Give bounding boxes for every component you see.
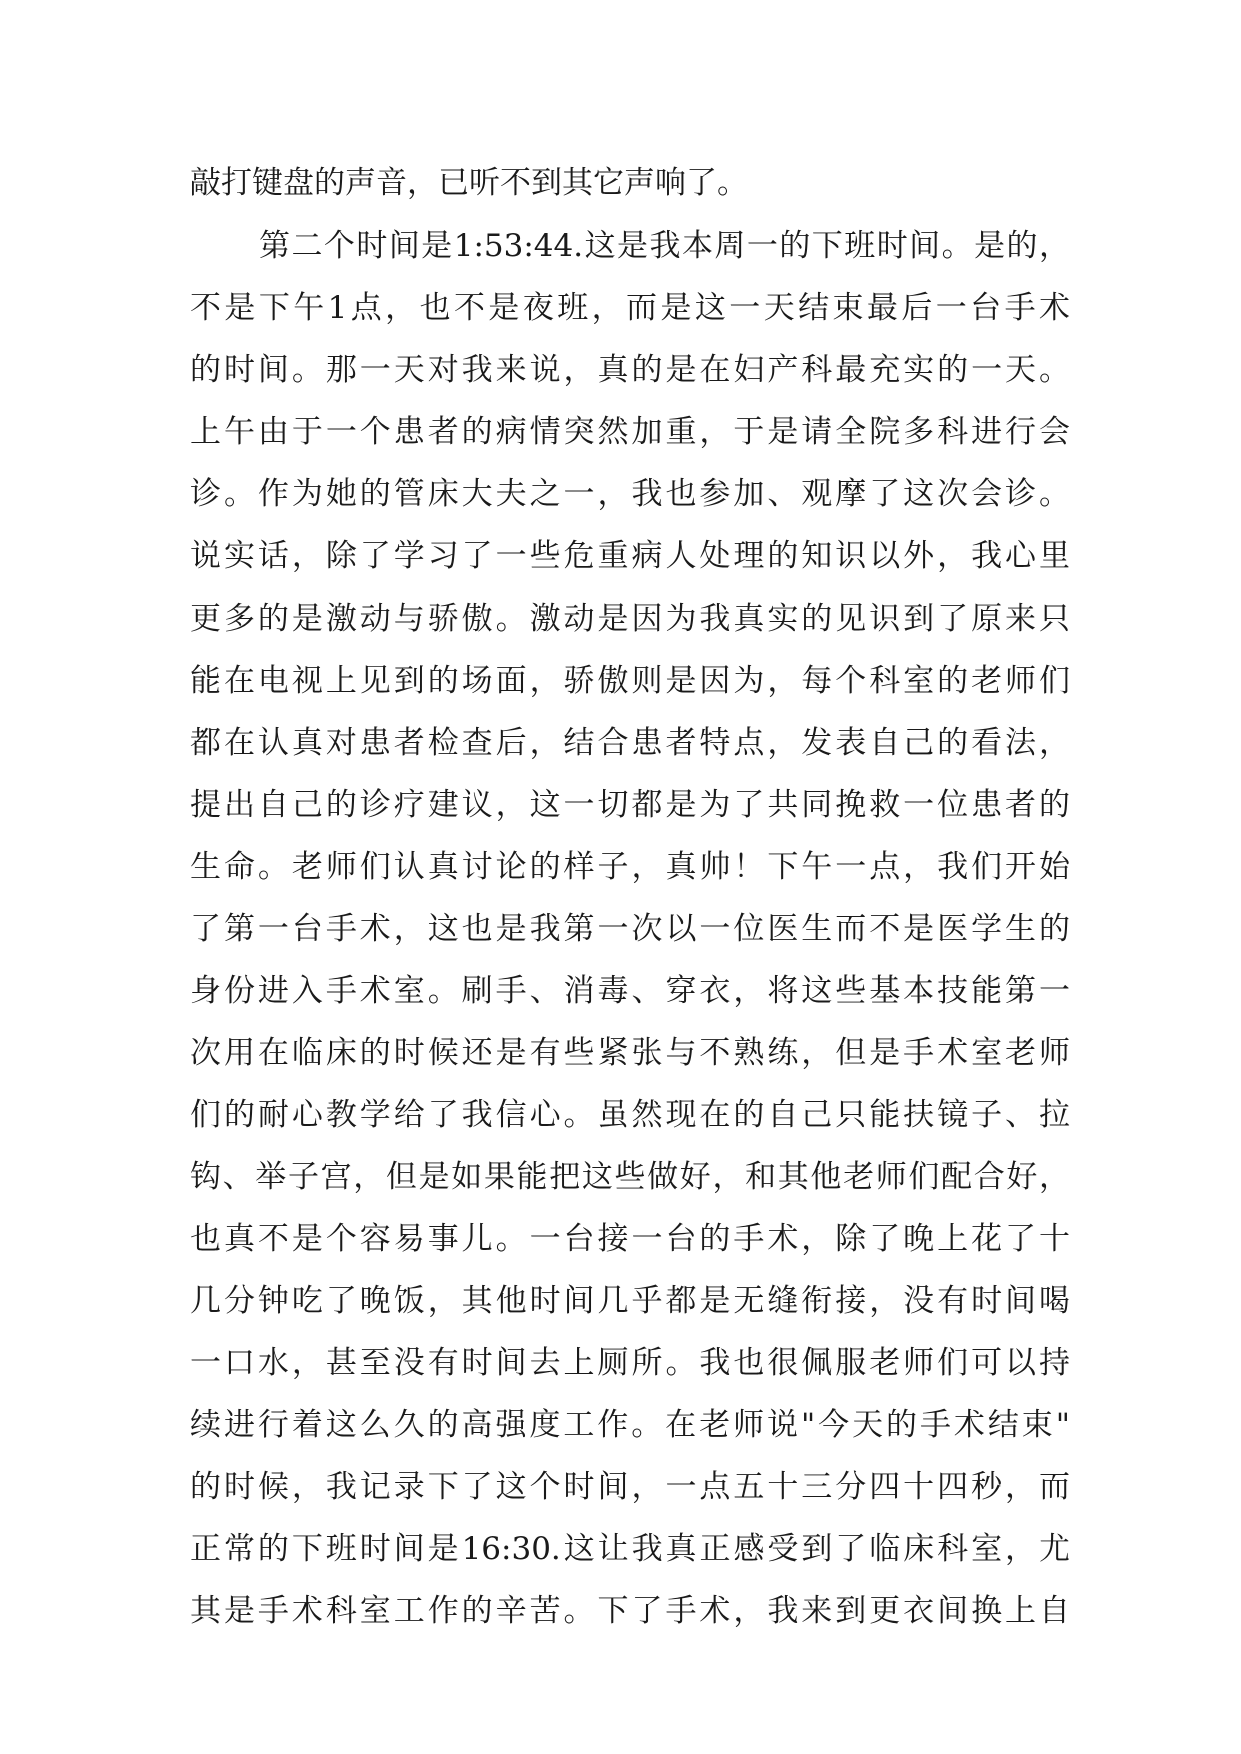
text-line: 的时候，我记录下了这个时间，一点五十三分四十四秒，而 [190,1469,1070,1505]
text-line: 上午由于一个患者的病情突然加重，于是请全院多科进行会 [190,414,1070,450]
text-line: 们的耐心教学给了我信心。虽然现在的自己只能扶镜子、拉 [190,1097,1070,1133]
text-line: 一口水，甚至没有时间去上厕所。我也很佩服老师们可以持 [190,1345,1070,1381]
text-line: 生命。老师们认真讨论的样子，真帅！下午一点，我们开始 [190,849,1070,885]
text-line: 说实话，除了学习了一些危重病人处理的知识以外，我心里 [190,538,1070,574]
text-line: 更多的是激动与骄傲。激动是因为我真实的见识到了原来只 [190,601,1070,637]
text-line: 续进行着这么久的高强度工作。在老师说"今天的手术结束" [190,1407,1070,1443]
text-line: 钩、举子宫，但是如果能把这些做好，和其他老师们配合好， [190,1159,1070,1195]
text-line: 身份进入手术室。刷手、消毒、穿衣，将这些基本技能第一 [190,973,1070,1009]
text-line: 也真不是个容易事儿。一台接一台的手术，除了晚上花了十 [190,1221,1070,1257]
text-line: 能在电视上见到的场面，骄傲则是因为，每个科室的老师们 [190,663,1070,699]
text-line: 次用在临床的时候还是有些紧张与不熟练，但是手术室老师 [190,1035,1070,1071]
text-line: 敲打键盘的声音，已听不到其它声响了。 [190,165,748,201]
text-line: 诊。作为她的管床大夫之一，我也参加、观摩了这次会诊。 [190,476,1070,512]
text-line: 几分钟吃了晚饭，其他时间几乎都是无缝衔接，没有时间喝 [190,1283,1070,1319]
text-line: 不是下午1点，也不是夜班，而是这一天结束最后一台手术 [190,290,1070,326]
text-line: 第二个时间是1:53:44.这是我本周一的下班时间。是的， [259,228,1070,264]
text-line: 其是手术科室工作的辛苦。下了手术，我来到更衣间换上自 [190,1593,1070,1629]
text-line: 都在认真对患者检查后，结合患者特点，发表自己的看法， [190,725,1070,761]
text-line: 正常的下班时间是16:30.这让我真正感受到了临床科室，尤 [190,1531,1070,1567]
text-line: 提出自己的诊疗建议，这一切都是为了共同挽救一位患者的 [190,787,1070,823]
text-line: 了第一台手术，这也是我第一次以一位医生而不是医学生的 [190,911,1070,947]
text-line: 的时间。那一天对我来说，真的是在妇产科最充实的一天。 [190,352,1070,388]
